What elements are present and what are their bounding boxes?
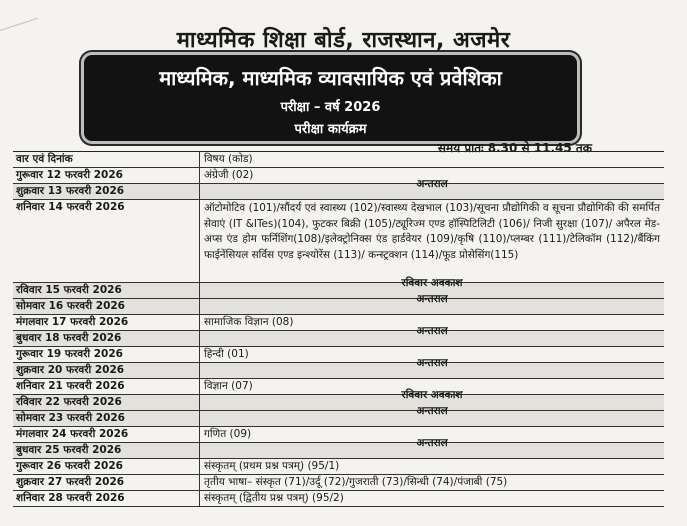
row-note: अन्तराल (416, 178, 448, 190)
table-row (13, 325, 664, 347)
row-note-cell (200, 357, 664, 378)
table-row (13, 200, 664, 283)
row-date: शनिवार 14 फरवरी 2026 (13, 200, 200, 282)
row-date: सोमवार 23 फरवरी 2026 (13, 411, 200, 426)
row-note-cell (200, 325, 664, 346)
table-row (13, 491, 664, 507)
row-date: शुक्रवार 13 फरवरी 2026 (13, 184, 200, 199)
row-date: शुक्रवार 20 फरवरी 2026 (13, 363, 200, 378)
table-body (13, 168, 664, 507)
row-date: बुधवार 18 फरवरी 2026 (13, 331, 200, 346)
row-note: अन्तराल (416, 437, 448, 449)
row-note: अन्तराल (416, 405, 448, 417)
exam-schedule-table (13, 151, 664, 507)
row-subject: तृतीय भाषा– संस्कृत (71)/उर्दू (72)/गुजराती (73)/सिन्धी (74)/पंजाबी (75) (204, 476, 508, 488)
row-subject: अंग्रेजी (02) (204, 169, 254, 181)
row-date: शनिवार 28 फरवरी 2026 (13, 491, 200, 506)
table-row (13, 459, 664, 475)
table-row (13, 357, 664, 379)
row-note-cell (200, 178, 664, 199)
row-subject: गणित (09) (204, 428, 252, 440)
row-note-cell (200, 405, 664, 426)
row-date: रविवार 22 फरवरी 2026 (13, 395, 200, 410)
banner-line1: माध्यमिक, माध्यमिक व्यावसायिक एवं प्रवेशिका (159, 66, 502, 90)
title-banner (84, 55, 577, 141)
row-note: अन्तराल (416, 325, 448, 337)
row-subject: सामाजिक विज्ञान (08) (204, 316, 294, 328)
row-subject: संस्कृतम् (द्वितीय प्रश्न पत्रम्) (95/2) (204, 492, 344, 504)
table-row (13, 293, 664, 315)
table-header-row (13, 152, 664, 168)
table-row (13, 405, 664, 427)
row-note-cell (200, 293, 664, 314)
row-date: बुधवार 25 फरवरी 2026 (13, 443, 200, 458)
row-note: अन्तराल (416, 293, 448, 305)
row-date: गुरूवार 19 फरवरी 2026 (13, 347, 200, 362)
row-note: रविवार अवकाश (401, 277, 463, 289)
row-date: मंगलवार 24 फरवरी 2026 (13, 427, 200, 442)
board-title: माध्यमिक शिक्षा बोर्ड, राजस्थान, अजमेर (176, 28, 511, 53)
row-subject: ऑटोमोटिव (101)/सौंदर्य एवं स्वास्थ्य (102)/स्वास्थ्य देखभाल (103)/सूचना प्रौद्योगिकी व सूचना प्रौद्योगिकी की समर्पित सेवाएं (IT &ITes)(104), फुटकर बिक्री (105)/ट्यूरिज्म एण्ड हॉस्पिटिलिटी (106)/ निजी सुरक्षा (107)/ अपैरल मेड-अप्स एंड होम फर्निशिंग(108)/इलेक्ट्रोनिक्स एंड हार्डवेयर (109)/कृषि (110)/प्लम्बर (111)/टेलिकॉम (112)/बैंकिंग फाईनेंसियल सर्विस एण्ड इन्श्योरेंस (113)/ कन्स्ट्रक्शन (114)/फूड प्रोसेसिंग(115) (204, 202, 660, 261)
table-row (13, 475, 664, 491)
row-note-cell (200, 437, 664, 458)
banner-line2: परीक्षा – वर्ष 2026 (280, 100, 381, 115)
table-row (13, 437, 664, 459)
header-subject: विषय (कोड) (204, 153, 253, 165)
row-subject: विज्ञान (07) (204, 380, 253, 392)
row-date: शुक्रवार 27 फरवरी 2026 (13, 475, 200, 490)
row-date: सोमवार 16 फरवरी 2026 (13, 299, 200, 314)
row-date: मंगलवार 17 फरवरी 2026 (13, 315, 200, 330)
header-date: वार एवं दिनांक (13, 152, 200, 167)
row-subject: हिन्दी (01) (204, 348, 249, 360)
row-subject: संस्कृतम् (प्रथम प्रश्न पत्रम्) (95/1) (204, 460, 340, 472)
exam-timing: समय प्रातः 8.30 से 11.45 तक (437, 141, 592, 155)
row-note: रविवार अवकाश (401, 389, 463, 401)
banner-line3: परीक्षा कार्यक्रम (294, 122, 367, 137)
row-note: अन्तराल (416, 357, 448, 369)
table-row (13, 178, 664, 200)
row-date: गुरूवार 12 फरवरी 2026 (13, 168, 200, 183)
row-date: गुरूवार 26 फरवरी 2026 (13, 459, 200, 474)
row-date: शनिवार 21 फरवरी 2026 (13, 379, 200, 394)
row-date: रविवार 15 फरवरी 2026 (13, 283, 200, 298)
